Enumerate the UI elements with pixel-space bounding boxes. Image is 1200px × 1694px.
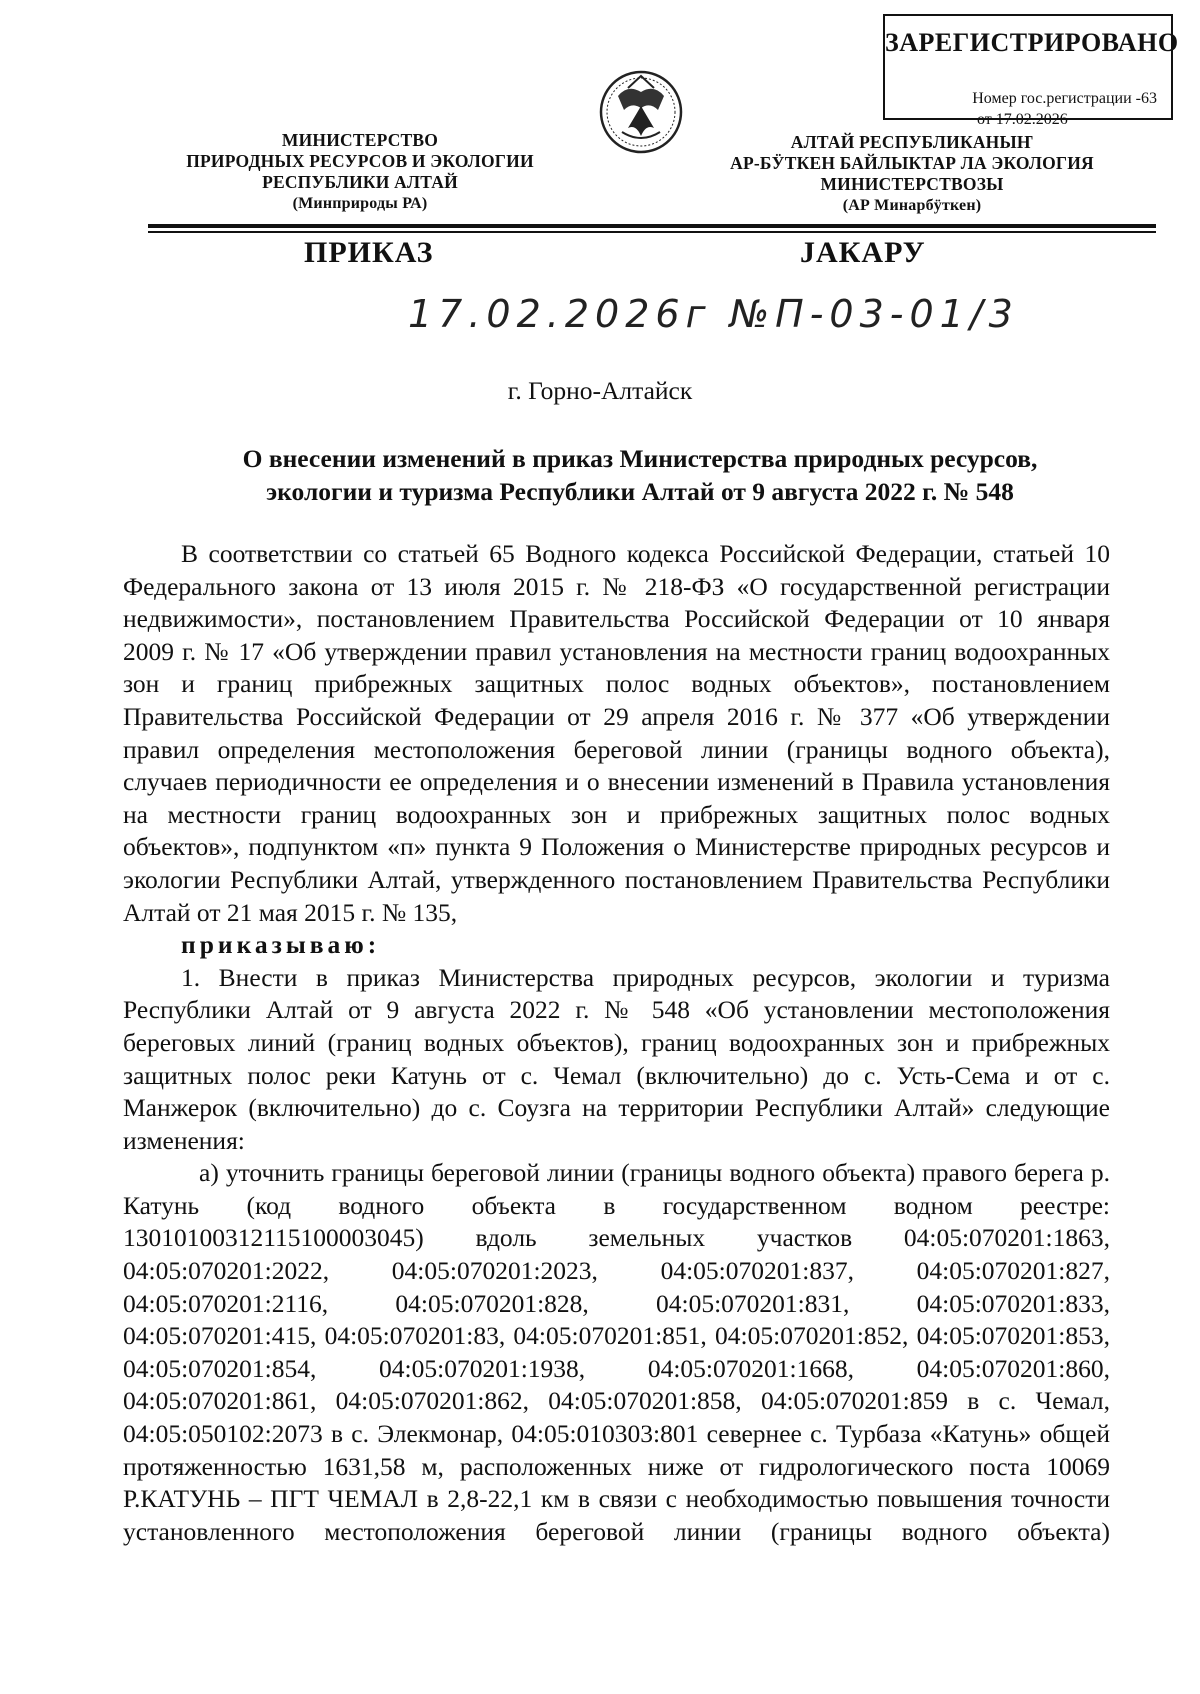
city: г. Горно-Алтайск (507, 376, 693, 405)
header-rule-thin (148, 231, 1156, 233)
document-title: О внесении изменений в приказ Министерства природных ресурсов, экологии и туризма Республики Алтай от 9 августа 2022 г. № 548 (242, 444, 1038, 506)
coat-of-arms-icon (598, 66, 684, 162)
handwritten-order-number: 17.02.2026г №П-03-01/3 (408, 292, 1019, 336)
item-1a-paragraph: а) уточнить границы береговой линии (границы водного объекта) правого берега р. Катунь (код водного объекта в государственном водном реестре: 13010100312115100003045) вдоль земельных участков 04:05:070201:1863, 04:05:070201:2022, 04:05:070201:2023, 04:05:070201:837, 04:05:070201:827, 04:05:070201:2116, 04:05:070201:828, 04:05:070201:831, 04:05:070201:833, 04:05:070201:415, 04:05:070201:83, 04:05:070201:851, 04:05:070201:852, 04:05:070201:853, 04:05:070201:854, 04:05:070201:1938, 04:05:070201:1668, 04:05:070201:860, 04:05:070201:861, 04:05:070201:862, 04:05:070201:858, 04:05:070201:859 в с. Чемал, 04:05:050102:2073 в с. Элекмонар, 04:05:010303:801 севернее с. Турбаза «Катунь» общей протяженностью 1631,58 м, расположенных ниже от гидрологического поста 10069 Р.КАТУНЬ – ПГТ ЧЕМАЛ в 2,8-22,1 км в связи с необходимостью повышения точности установленного местоположения береговой линии (границы водного объекта) (123, 1158, 1110, 1546)
stamp-date: от 17.02.2026 (977, 111, 1068, 128)
ministry-name-altai: АЛТАЙ РЕСПУБЛИКАНЫҤ АР-БӰТКЕН БАЙЛЫКТАР ЛА ЭКОЛОГИЯ МИНИСТЕРСТВОЗЫ (АР Минарбӱткен) (730, 132, 1094, 214)
ministry-name-russian: МИНИСТЕРСТВО ПРИРОДНЫХ РЕСУРСОВ И ЭКОЛОГИИ РЕСПУБЛИКИ АЛТАЙ (Минприроды РА) (186, 130, 534, 212)
stamp-title: ЗАРЕГИСТРИРОВАНО (885, 28, 1179, 57)
document-body (123, 538, 1110, 1548)
order-word-russian: ПРИКАЗ (304, 236, 434, 269)
preamble-paragraph: В соответствии со статьей 65 Водного кодекса Российской Федерации, статьей 10 Федерального закона от 13 июля 2015 г. № 218-ФЗ «О государственной регистрации недвижимости», постановлением Правительства Российской Федерации от 10 января 2009 г. № 17 «Об утверждении правил установления на местности границ водоохранных зон и границ прибрежных защитных полос водных объектов», постановлением Правительства Российской Федерации от 29 апреля 2016 г. № 377 «Об утверждении правил определения местоположения береговой линии (границы водного объекта), случаев периодичности ее определения и о внесении изменений в Правила установления на местности границ водоохранных зон и прибрежных защитных полос водных объектов», подпунктом «п» пункта 9 Положения о Министерстве природных ресурсов и экологии Республики Алтай, утвержденного постановлением Правительства Республики Алтай от 21 мая 2015 г. № 135, (123, 539, 1110, 927)
registration-stamp (883, 14, 1179, 128)
item-1-paragraph: 1. Внести в приказ Министерства природных ресурсов, экологии и туризма Республики Алтай от 9 августа 2022 г. № 548 «Об установлении местоположения береговых линий (границ водных объектов), границ водоохранных зон и прибрежных защитных полос реки Катунь от с. Чемал (включительно) до с. Усть-Сема и от с. Манжерок (включительно) до с. Соузга на территории Республики Алтай» следующие изменения: (123, 962, 1110, 1155)
order-word-altai: JАКАРУ (800, 236, 926, 269)
order-verb: приказываю: (181, 930, 381, 960)
header-rule-thick (148, 224, 1156, 228)
stamp-registration-number: Номер гос.регистрации -63 (972, 90, 1157, 107)
